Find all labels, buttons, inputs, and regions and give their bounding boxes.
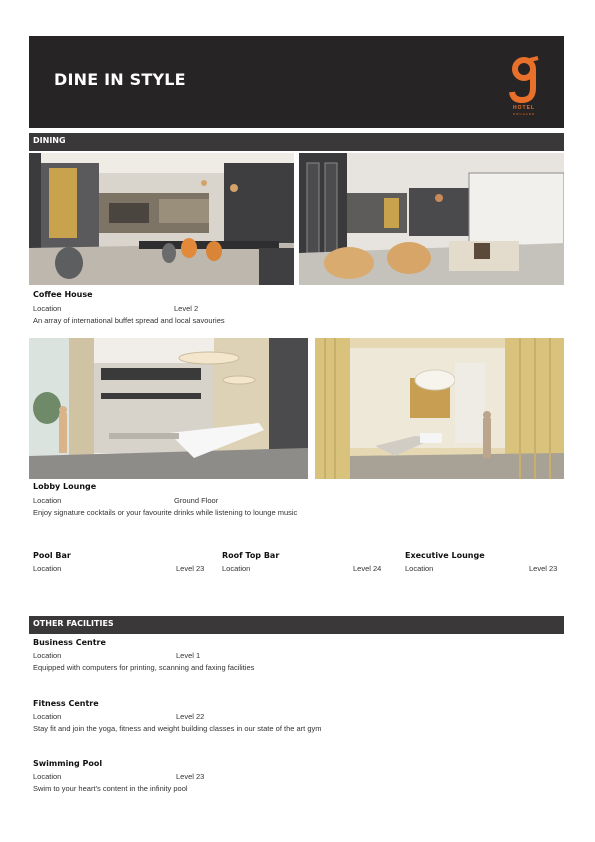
facility-description: Stay fit and join the yoga, fitness and weight building classes in our state of the art gym: [33, 724, 322, 733]
location-value: Level 23: [529, 564, 558, 573]
lobby-lounge-photo-1: [29, 338, 308, 479]
facility-name: Business Centre: [33, 638, 106, 647]
venue-description: Enjoy signature cocktails or your favourite drinks while listening to lounge music: [33, 508, 298, 517]
location-value: Level 1: [176, 651, 201, 660]
location-label: Location: [222, 564, 251, 573]
logo-text: HOTEL: [513, 105, 535, 111]
facility-description: Swim to your heart’s content in the infinity pool: [33, 784, 188, 793]
location-label: Location: [33, 304, 62, 313]
venue-name: Roof Top Bar: [222, 551, 280, 560]
location-value: Level 2: [174, 304, 199, 313]
location-label: Location: [33, 496, 62, 505]
coffee-house-photo-1: [29, 153, 294, 285]
facility-name: Swimming Pool: [33, 759, 103, 768]
venue-description: An array of international buffet spread and local savouries: [33, 316, 225, 325]
hotel-logo: [504, 56, 544, 116]
venue-name: Pool Bar: [33, 551, 71, 560]
location-label: Location: [33, 772, 62, 781]
section-other-title: OTHER FACILITIES: [33, 619, 114, 628]
location-label: Location: [33, 712, 62, 721]
lobby-lounge-photo-2: [315, 338, 564, 479]
location-label: Location: [33, 564, 62, 573]
location-label: Location: [405, 564, 434, 573]
venue-name: Coffee House: [33, 290, 93, 299]
section-other-bar: [29, 616, 564, 634]
location-label: Location: [33, 651, 62, 660]
facility-name: Fitness Centre: [33, 699, 99, 708]
g-logo-icon: [504, 56, 544, 104]
location-value: Level 23: [176, 564, 205, 573]
section-dining-bar: [29, 133, 564, 151]
location-value: Level 23: [176, 772, 205, 781]
header-banner: [29, 36, 564, 128]
page-title: DINE IN STYLE: [54, 70, 186, 89]
venue-name: Executive Lounge: [405, 551, 485, 560]
location-value: Level 24: [353, 564, 382, 573]
coffee-house-photo-2: [299, 153, 564, 285]
logo-subtext: ORCHARD: [512, 112, 536, 116]
facility-description: Equipped with computers for printing, scanning and faxing facilities: [33, 663, 255, 672]
location-value: Ground Floor: [174, 496, 219, 505]
section-dining-title: DINING: [33, 136, 66, 145]
location-value: Level 22: [176, 712, 205, 721]
venue-name: Lobby Lounge: [33, 482, 97, 491]
